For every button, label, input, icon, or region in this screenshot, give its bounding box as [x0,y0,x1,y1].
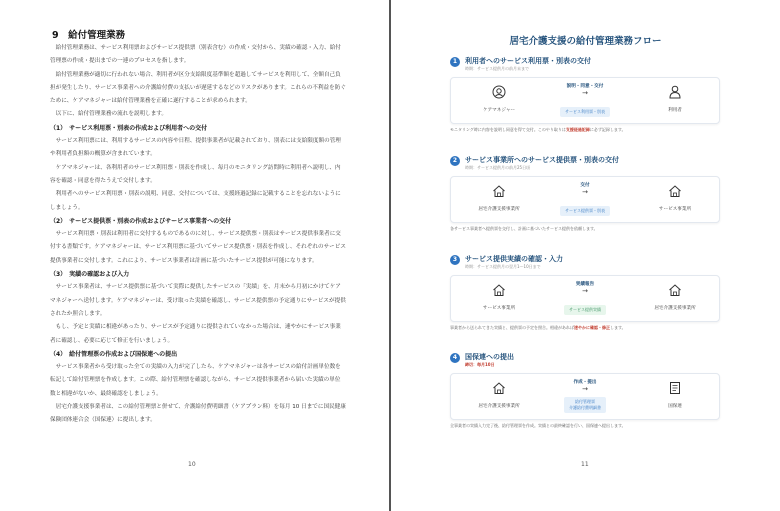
subsection-heading: （4） 給付管理票の作成および国保連への提出 [50,350,178,358]
subsection-heading: （1） サービス利用票・別表の作成および利用者への交付 [50,124,208,132]
document-badge: サービス提供実績 [564,305,606,315]
paragraph: サービス事業者は、サービス提供票に基づいて実際に提供したサービスの「実績」を、月末から月初にかけてケアマネジャーへ送付します。ケアマネジャーは、受け取った実績を確認し、サービス提供票の予定通りにサービスが提供されたか照合します。 [50,284,346,317]
paragraph: ケアマネジャーは、各利用者のサービス利用票・別表を作成し、毎月のモニタリング訪問時に利用者へ説明し、内容を確認・同意を得たうえで交付します。 [50,164,341,184]
paragraph: 居宅介護支援事業者は、この給付管理票と併せて、介護給付費明細書（ケアプラン料）を毎月 10 日までに国民健康保険団体連合会（国保連）に提出します。 [50,404,346,424]
intro-paragraph: 給付管理業務は、サービス利用票およびサービス提供票（別表含む）の作成・交付から、実績の確認・入力、給付管理票の作成・提出までの一連のプロセスを指します。 [50,45,341,65]
document-badge: サービス提供票・別表 [560,206,610,216]
flow-action: 説明・同意・交付 [566,84,604,89]
note-text: に必ず記録します。 [589,127,626,132]
step-card [450,176,720,223]
note-text: 全事業者の実績入力完了後、給付管理票を作成。実績との最終確認を行い、国保連へ提出します。 [450,423,626,428]
actor-label: 居宅介護支援事業所 [478,404,520,409]
step-timing: 時期：サービス提供月の前月25日頃 [465,165,531,170]
step-card [450,77,720,124]
actor-left [459,84,539,113]
arrow-right-icon: → [582,89,588,97]
office-icon [668,283,682,297]
service-office-icon [492,283,506,297]
arrow-right-icon: → [582,287,588,295]
flow-action: 交付 [580,183,590,188]
actor-label: サービス事業所 [482,306,516,311]
subsection-heading: （2） サービス提供票・別表の作成およびサービス事業者への交付 [50,217,232,225]
flow-action: 作成・提出 [573,380,597,385]
step-note [450,423,718,429]
actor-left [459,282,539,311]
actor-right [635,282,715,311]
note-highlight: 速やかに確認・修正 [574,325,610,330]
intro-paragraph: 以下に、給付管理業務の流れを説明します。 [55,111,168,118]
left-page [0,0,389,511]
paragraph: サービス事業者から受け取った全ての実績の入力が完了したら、ケアマネジャーは各サービスの給付計画単位数を転記して給付管理票を作成します。この際、給付管理票を確認しながら、サービス提供事業者から届いた実績の単位数と相違がないか、最終確認をしましょう。 [50,364,341,397]
office-icon [492,184,506,198]
user-icon [668,85,682,99]
actor-right [635,380,715,409]
note-highlight: 支援経過記録 [565,127,590,132]
step-deadline: 締切：毎月10日 [465,362,495,367]
step-timing: 時期：サービス提供月の翌月1〜10日まで [465,264,541,269]
flow-transfer [546,182,624,216]
intro-paragraph: 給付管理業務が適切に行われない場合、利用者が区分支給限度基準額を超過してサービスを利用して、全額自己負担が発生したり、サービス事業者への介護給付費の支払いが遅延するなどのリスクがあります。これらの不利益を防ぐために、ケアマネジャーは給付管理業務を正確に遂行することが求められます。 [50,71,346,105]
actor-left [459,380,539,409]
document-badge: 給付管理票 介護給付費明細書 [564,397,606,413]
flow-title: 居宅介護支援の給付管理業務フロー [509,36,662,47]
page-number: 11 [581,461,589,468]
actor-label: 国保連 [668,404,682,409]
paragraph: 利用者へのサービス利用票・別表の説明、同意、交付については、支援経過記録に記載することを忘れないようにしましょう。 [50,191,341,211]
section-heading: 9 給付管理業務 [52,30,126,41]
flow-action: 実績報告 [575,282,595,287]
actor-label: 居宅介護支援事業所 [478,207,520,212]
step-title: 利用者へのサービス利用票・別表の交付 [465,57,591,65]
actor-left [459,183,539,212]
document-badge: サービス利用票・別表 [560,107,610,117]
step-title: サービス事業所へのサービス提供票・別表の交付 [465,156,619,164]
actor-right [635,84,715,113]
step-note [450,226,718,232]
actor-right [635,183,715,212]
service-office-icon [668,184,682,198]
step-card [450,373,720,420]
right-page [391,0,780,511]
arrow-right-icon: → [582,188,588,196]
step-title: サービス提供実績の確認・入力 [465,255,563,263]
actor-label: 利用者 [668,108,682,113]
flow-transfer [546,83,624,117]
note-text: モニタリング時に内容を説明し同意を得て交付。このやり取りは [450,127,566,132]
step-note [450,325,718,331]
office-icon [492,381,506,395]
care-manager-icon [492,85,506,99]
paragraph: サービス利用票・別表は利用者に交付するものであるのに対し、サービス提供票・別表はサービス提供事業者に交付する書類です。ケアマネジャーは、サービス利用票に基づいてサービス提供票・別表を作成し、それぞれのサービス提供事業者に交付します。これにより、サービス事業者は計画に基づいたサービス提供が可能になります。 [50,231,346,264]
flow-transfer [546,281,624,315]
step-number: 1 [450,57,460,67]
body-text [50,42,346,428]
arrow-right-icon: → [582,385,588,393]
step-title: 国保連への提出 [465,353,514,361]
paragraph: もし、予定と実績に相違があったり、サービスが予定通りに提供されていなかった場合は、速やかにサービス事業者に確認し、必要に応じて修正を行いましょう。 [50,324,341,344]
step-timing: 時期：サービス提供月の前月末まで [465,66,529,71]
flow-transfer [546,379,624,413]
paragraph: サービス利用票には、利用するサービスの内容や日程、提供事業者が記載されており、別表には支給限度額の管理や利用者負担額の概算が含まれています。 [50,138,341,158]
actor-label: 居宅介護支援事業所 [654,306,696,311]
step-number: 2 [450,156,460,166]
actor-label: サービス事業所 [658,207,692,212]
page-number: 10 [188,461,196,468]
subsection-heading: （3） 実績の確認および入力 [50,271,130,279]
step-note [450,127,718,133]
step-number: 3 [450,255,460,265]
step-number: 4 [450,353,460,363]
actor-label: ケアマネジャー [482,108,516,113]
step-card [450,275,720,322]
note-text: します。 [610,325,626,330]
note-text: 事業者から送られてきた実績と、提供票の予定を照合。相違があれば [450,325,574,330]
note-text: 各サービス事業者へ提供票を交付し、計画に基づいたサービス提供を依頼します。 [450,226,598,231]
document-icon [668,381,682,395]
